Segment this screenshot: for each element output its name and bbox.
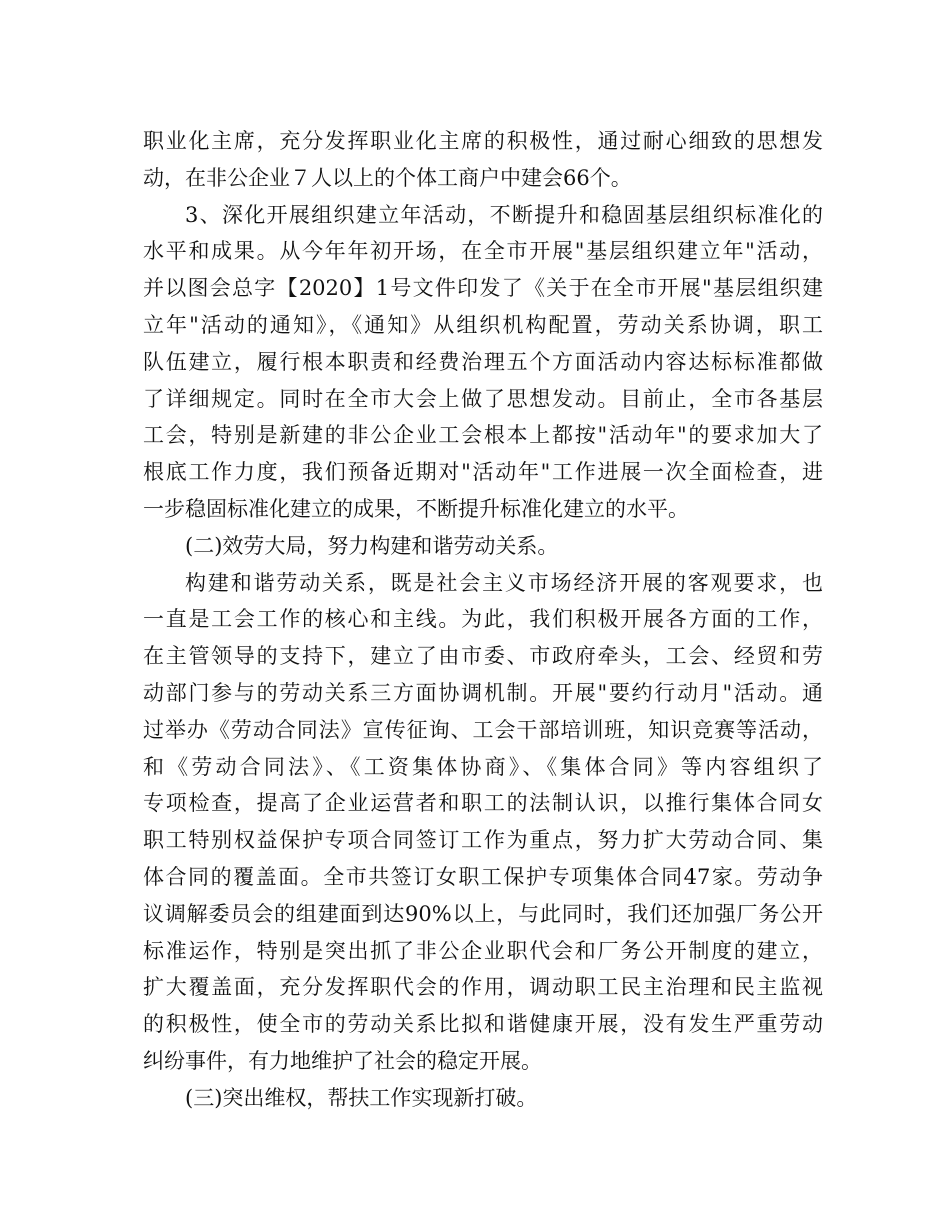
text-line: 议调解委员会的组建面到达90%以上，与此同时，我们还加强厂务公开	[143, 901, 823, 926]
text-line: 过举办《劳动合同法》宣传征询、工会干部培训班，知识竞赛等活动，	[143, 717, 823, 742]
document-body	[143, 123, 823, 1117]
text-line: 的积极性，使全市的劳动关系比拟和谐健康开展，没有发生严重劳动	[143, 1012, 823, 1037]
text-line: 3、深化开展组织建立年活动，不断提升和稳固基层组织标准化的	[185, 202, 823, 227]
text-line: 构建和谐劳动关系，既是社会主义市场经济开展的客观要求，也	[185, 570, 823, 595]
text-line: 立年"活动的通知》，《通知》从组织机构配置，劳动关系协调，职工	[143, 312, 823, 337]
section-heading: (三)突出维权，帮扶工作实现新打破。	[185, 1085, 538, 1110]
text-line: 队伍建立，履行根本职责和经费治理五个方面活动内容达标标准都做	[143, 349, 823, 374]
section-heading: (二)效劳大局，努力构建和谐劳动关系。	[185, 533, 559, 558]
text-line: 职工特别权益保护专项合同签订工作为重点，努力扩大劳动合同、集	[143, 828, 823, 853]
text-line: 了详细规定。同时在全市大会上做了思想发动。目前止，全市各基层	[143, 386, 823, 411]
text-line: 职业化主席，充分发挥职业化主席的积极性，通过耐心细致的思想发	[143, 129, 823, 153]
text-line: 纠纷事件，有力地维护了社会的稳定开展。	[143, 1048, 542, 1073]
text-line: 一步稳固标准化建立的成果，不断提升标准化建立的水平。	[143, 496, 689, 521]
text-line: 工会，特别是新建的非公企业工会根本上都按"活动年"的要求加大了	[143, 423, 823, 448]
text-line: 并以图会总字【2020】1号文件印发了《关于在全市开展"基层组织建	[143, 276, 823, 301]
text-line: 水平和成果。从今年年初开场，在全市开展"基层组织建立年"活动，	[143, 239, 823, 264]
text-line: 动部门参与的劳动关系三方面协调机制。开展"要约行动月"活动。通	[143, 680, 823, 705]
text-line: 专项检查，提高了企业运营者和职工的法制认识，以推行集体合同女	[143, 791, 823, 816]
text-line: 一直是工会工作的核心和主线。为此，我们积极开展各方面的工作，	[143, 607, 823, 632]
text-line: 扩大覆盖面，充分发挥职代会的作用，调动职工民主治理和民主监视	[143, 975, 823, 1000]
text-line: 标准运作，特别是突出抓了非公企业职代会和厂务公开制度的建立，	[143, 938, 823, 963]
text-line: 和《劳动合同法》、《工资集体协商》、《集体合同》等内容组织了	[143, 754, 823, 779]
text-line: 根底工作力度，我们预备近期对"活动年"工作进展一次全面检查，进	[143, 460, 823, 485]
text-line: 动，在非公企业７人以上的个体工商户中建会66个。	[143, 165, 632, 190]
text-line: 体合同的覆盖面。全市共签订女职工保护专项集体合同47家。劳动争	[143, 864, 823, 889]
text-line: 在主管领导的支持下，建立了由市委、市政府牵头，工会、经贸和劳	[143, 644, 823, 669]
